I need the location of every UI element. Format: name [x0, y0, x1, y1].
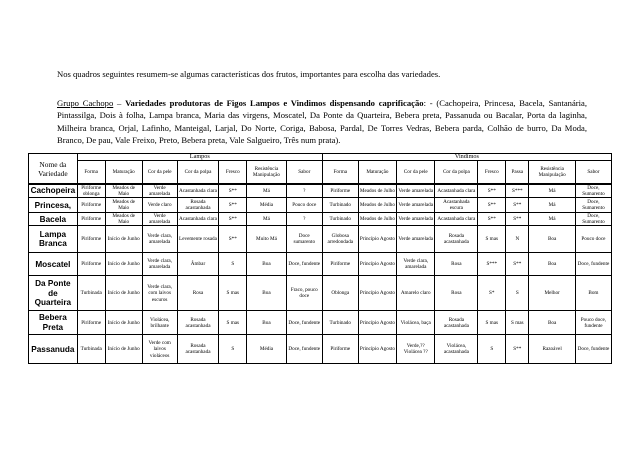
table-row [29, 253, 612, 276]
table-row [29, 276, 612, 311]
vindimos-col-header: Cor da polpa [435, 161, 478, 185]
lampos-cell: Piriforme [77, 213, 105, 226]
vindimos-cell: S** [478, 198, 506, 213]
vindimos-cell: Princípio Agosto [358, 276, 396, 311]
vindimos-col-header: Forma [322, 161, 358, 185]
vindimos-cell: Melhor [529, 276, 575, 311]
lampos-col-header: Fresco [219, 161, 247, 185]
vindimos-col-header: Cor da pele [397, 161, 435, 185]
lampos-cell: Turbinada [77, 335, 105, 364]
lampos-cell: Meados de Maio [105, 184, 142, 198]
vindimos-cell: S mas [478, 311, 506, 335]
variety-name: Da Ponte de Quarteira [29, 276, 78, 311]
vindimos-cell: Globosa arredondada [322, 226, 358, 253]
vindimos-cell: Piriforme [322, 184, 358, 198]
lampos-cell: Acastanhada clara [177, 213, 219, 226]
vindimos-col-header: Resistência Manipulação [529, 161, 575, 185]
vindimos-cell: Verde amarelada [397, 226, 435, 253]
vindimos-cell: Meados de Julho [358, 213, 396, 226]
vindimos-cell: S** [506, 253, 529, 276]
lampos-cell: S [219, 253, 247, 276]
vindimos-cell: Violácea, baça [397, 311, 435, 335]
vindimos-cell: S mas [506, 311, 529, 335]
vindimos-cell: S** [506, 198, 529, 213]
lampos-cell: Meados de Maio [105, 198, 142, 213]
lampos-cell: Início de Junho [105, 335, 142, 364]
vindimos-cell: S** [506, 335, 529, 364]
lampos-cell: S** [219, 184, 247, 198]
variety-name: Princesa, [29, 198, 78, 213]
vindimos-cell: Meados de Julho [358, 184, 396, 198]
vindimos-cell: S mas [478, 226, 506, 253]
lampos-cell: Piriforme oblonga [77, 184, 105, 198]
lampos-cell: Má [247, 184, 286, 198]
group-title: Variedades produtoras de Figos Lampos e Vindimos dispensando caprificação [125, 98, 424, 108]
variety-name: Cachopeira [29, 184, 78, 198]
fruit-characteristics-table [28, 153, 612, 364]
lampos-cell: Rosada acastanhada [177, 335, 219, 364]
table-group-header-row [29, 154, 612, 161]
vindimos-cell: S** [478, 184, 506, 198]
vindimos-cell: Turbinado [322, 311, 358, 335]
lampos-cell: Piriforme [77, 253, 105, 276]
lampos-cell: Pouco doce [286, 198, 322, 213]
vindimos-cell: Amarelo claro [397, 276, 435, 311]
vindimos-cell: S [506, 276, 529, 311]
table-column-header-row [29, 161, 612, 185]
vindimos-cell: Má [529, 184, 575, 198]
vindimos-cell: S [478, 335, 506, 364]
vindimos-cell: Acastanhada clara [435, 184, 478, 198]
vindimos-cell: Doce, fundente [575, 253, 611, 276]
lampos-cell: ? [286, 184, 322, 198]
vindimos-cell: Pouco doce [575, 226, 611, 253]
vindimos-cell: Boa [529, 253, 575, 276]
lampos-col-header: Forma [77, 161, 105, 185]
table-row [29, 213, 612, 226]
lampos-cell: Início de Junho [105, 226, 142, 253]
lampos-cell: Boa [247, 253, 286, 276]
lampos-cell: Piriforme [77, 198, 105, 213]
lampos-cell: Violácea, brilhante [142, 311, 177, 335]
lampos-cell: Verde clara, amarelada [142, 226, 177, 253]
lampos-cell: Verde claro [142, 198, 177, 213]
vindimos-cell: S* [478, 276, 506, 311]
vindimos-cell: Verde clara, amarelada [397, 253, 435, 276]
vindimos-cell: Verde amarelada [397, 184, 435, 198]
vindimos-col-header: Sabor [575, 161, 611, 185]
vindimos-cell: N [506, 226, 529, 253]
group-dash: – [113, 98, 126, 108]
lampos-cell: Boa [247, 276, 286, 311]
table-row [29, 198, 612, 213]
vindimos-cell: Verde,?? Violácea ?? [397, 335, 435, 364]
group-description [57, 97, 587, 147]
vindimos-col-header: Fresco [478, 161, 506, 185]
vindimos-header: Vindimos [322, 154, 611, 161]
variety-name: Lampa Branca [29, 226, 78, 253]
vindimos-cell: Pouco doce, fundente [575, 311, 611, 335]
vindimos-cell: Má [529, 213, 575, 226]
lampos-cell: Verde clara, amarelada [142, 253, 177, 276]
lampos-cell: Rosada acastanhada [177, 311, 219, 335]
variety-name: Bebera Preta [29, 311, 78, 335]
lampos-header: Lampos [77, 154, 322, 161]
lampos-col-header: Maturação [105, 161, 142, 185]
lampos-cell: Má [247, 213, 286, 226]
vindimos-cell: Violácea, acastanhada [435, 335, 478, 364]
variety-name: Passanuda [29, 335, 78, 364]
lampos-cell: Turbinada [77, 276, 105, 311]
lampos-cell: Doce, fundente [286, 335, 322, 364]
lampos-cell: S mas [219, 276, 247, 311]
vindimos-cell: S** [478, 213, 506, 226]
lampos-cell: S** [219, 213, 247, 226]
lampos-cell: Verde com laivos violáceos [142, 335, 177, 364]
vindimos-col-header: Maturação [358, 161, 396, 185]
vindimos-cell: Doce, Sumarento [575, 198, 611, 213]
vindimos-cell: Rosa [435, 276, 478, 311]
vindimos-cell: Piriforme [322, 253, 358, 276]
vindimos-cell: Acastanhada escura [435, 198, 478, 213]
vindimos-cell: Rosa [435, 253, 478, 276]
lampos-cell: ? [286, 213, 322, 226]
intro-text: Nos quadros seguintes resumem-se algumas características dos frutos, importantes para escolha das variedades. [57, 69, 441, 79]
lampos-cell: Rosa [177, 276, 219, 311]
lampos-cell: Meados de Maio [105, 213, 142, 226]
vindimos-cell: Princípio Agosto [358, 253, 396, 276]
group-name: Grupo Cachopo [57, 98, 114, 108]
vindimos-cell: Oblonga [322, 276, 358, 311]
lampos-col-header: Resistência Manipulação [247, 161, 286, 185]
lampos-cell: Média [247, 335, 286, 364]
vindimos-cell: Bom [575, 276, 611, 311]
vindimos-cell: Verde amarelada [397, 213, 435, 226]
vindimos-col-header: Passa [506, 161, 529, 185]
lampos-cell: S mas [219, 311, 247, 335]
vindimos-cell: Princípio Agosto [358, 335, 396, 364]
vindimos-cell: Boa [529, 226, 575, 253]
lampos-cell: S** [219, 226, 247, 253]
vindimos-cell: Rosada acastanhada [435, 311, 478, 335]
vindimos-cell: Boa [529, 311, 575, 335]
vindimos-cell: Doce, Sumarento [575, 213, 611, 226]
lampos-col-header: Cor da polpa [177, 161, 219, 185]
vindimos-cell: S*** [506, 184, 529, 198]
lampos-cell: S** [219, 198, 247, 213]
lampos-cell: Verde clara, com laivos escuros [142, 276, 177, 311]
lampos-cell: Verde amarelada [142, 213, 177, 226]
lampos-cell: Início de Junho [105, 253, 142, 276]
vindimos-cell: Princípio Agosto [358, 311, 396, 335]
vindimos-cell: Princípio Agosto [358, 226, 396, 253]
vindimos-cell: Turbinado [322, 198, 358, 213]
lampos-cell: Acastanhada clara [177, 184, 219, 198]
lampos-cell: Doce sumarento [286, 226, 322, 253]
vindimos-cell: Meados de Julho [358, 198, 396, 213]
lampos-cell: Início de Junho [105, 276, 142, 311]
table-row [29, 335, 612, 364]
vindimos-cell: Acastanhada clara [435, 213, 478, 226]
lampos-cell: Média [247, 198, 286, 213]
group-varieties: : - (Cachopeira, Princesa, Bacela, Santanária, Pintassilga, Dois à folha, Lampa branca, Maria das virgens, Moscatel, Da Ponte da Quarteira, Bebera preta, Passanuda ou Bacalar, Porta da laginha, Milheira branca, Orjal, Lafinho, Manteigal, Larjal, Do Norte, Coriga, Babosa, Pardal, De Torres Vedras, Bebera parda, Colhão de burro, Da Moda, Branco, De pau, Vale Freixo, Preto, Bebera preta, Vale Salgueiro, Três num prata). [57, 98, 588, 146]
lampos-cell: Verde amarelada [142, 184, 177, 198]
table-row [29, 226, 612, 253]
table-row [29, 184, 612, 198]
lampos-cell: S [219, 335, 247, 364]
vindimos-cell: Rosada acastanhada [435, 226, 478, 253]
lampos-cell: Piriforme [77, 226, 105, 253]
lampos-cell: Início de Junho [105, 311, 142, 335]
vindimos-cell: S*** [478, 253, 506, 276]
variety-name: Bacela [29, 213, 78, 226]
variety-name: Moscatel [29, 253, 78, 276]
vindimos-cell: S** [506, 213, 529, 226]
vindimos-cell: Doce, fundente [575, 335, 611, 364]
vindimos-cell: Turbinado [322, 213, 358, 226]
lampos-cell: Rosada acastanhada [177, 198, 219, 213]
lampos-cell: Âmbar [177, 253, 219, 276]
vindimos-cell: Piriforme [322, 335, 358, 364]
lampos-cell: Doce, fundente [286, 311, 322, 335]
lampos-cell: Doce, fundente [286, 253, 322, 276]
table-row [29, 311, 612, 335]
vindimos-cell: Má [529, 198, 575, 213]
lampos-cell: Levemente rosada [177, 226, 219, 253]
lampos-cell: Fraco, pouco doce [286, 276, 322, 311]
lampos-col-header: Cor da pele [142, 161, 177, 185]
lampos-col-header: Sabor [286, 161, 322, 185]
lampos-cell: Piriforme [77, 311, 105, 335]
lampos-cell: Muito Má [247, 226, 286, 253]
vindimos-cell: Razoável [529, 335, 575, 364]
lampos-cell: Boa [247, 311, 286, 335]
vindimos-cell: Doce, Sumarento [575, 184, 611, 198]
vindimos-cell: Verde amarelada [397, 198, 435, 213]
variety-header: Nome da Variedade [29, 154, 78, 185]
